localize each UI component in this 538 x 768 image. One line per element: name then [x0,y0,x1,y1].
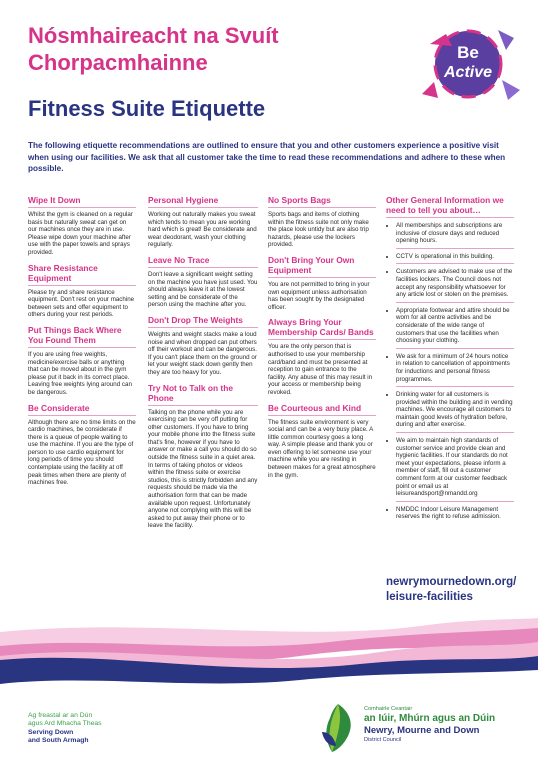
title-irish: Nósmhaireacht na Svuít Chorpacmhainne [28,23,279,75]
section-personal-hygiene [148,195,258,249]
list-item: • We ask for a minimum of 24 hours notice in relation to cancellation of appointments for inductions and personal fitness programmes. [396,353,514,387]
section-general-information [386,195,514,524]
decorative-waves [0,612,538,690]
section-share-resistance-equipment [28,263,136,319]
info-list [386,222,514,524]
section-text: Don't leave a significant weight setting on the machine you have just used. You should always leave it at the lowest setting and be considerate of the person using the machine after you. [148,270,258,309]
section-courteous-kind [268,403,376,480]
serving-en-line-2: and South Armagh [28,737,89,745]
section-text: Please try and share resistance equipment. Don't rest on your machine between sets and offer equipment to others during your rest periods. [28,288,135,319]
section-be-considerate [28,403,136,487]
council-text [364,706,528,744]
page-title: Fitness Suite Etiquette [28,96,266,121]
section-title: Put Things Back Where You Found Them [28,325,136,348]
section-own-equipment [268,255,376,311]
section-title: Leave No Trace [148,255,258,268]
council-small-label: Comhairle Ceantair [364,706,413,712]
section-title: Be Considerate [28,403,136,416]
section-title: Be Courteous and Kind [268,403,376,416]
section-title: Try Not to Talk on the Phone [148,383,258,406]
section-text: If you are using free weights, medicine/exercise balls or anything that can be moved about in the gym please put it back in its correct place. Leaving free weights lying around can be dangerous. [28,350,132,396]
section-no-sports-bags [268,195,376,249]
serving-ga-line-1: Ag freastal ar an Dún [28,712,93,719]
section-text: You are the only person that is authorised to use your membership card/band and must be presented at reception to gain entrance to the facility. Any abuse of this may result in your access or membership being revoked. [268,343,373,396]
council-logo [318,702,528,758]
section-text: Working out naturally makes you sweat which tends to mean you are working hard which is great! Be considerate and wear deodorant, wash your clothing regularly. [148,211,257,249]
be-active-logo [416,20,526,106]
council-name-irish: an Iúir, Mhúrn agus an Dúin [364,713,496,724]
section-dont-drop-weights [148,315,258,377]
list-item: • Appropriate footwear and attire should be worn for all centre activities and be considerate of the wide range of customers that use the facilities when choosing your clothing. [396,307,514,349]
logo-text-be: Be [457,43,479,62]
section-text: Whilst the gym is cleaned on a regular basis but naturally sweat can get on our machines once they are in use. Please wipe down your machine after use with the paper towels and sprays provided. [28,211,133,256]
column-3 [268,195,376,485]
list-item: • Customers are advised to make use of the facilities lockers. The Council does not accept any responsibility whatsoever for any article lost or stolen on the premises. [396,268,514,302]
section-title: Personal Hygiene [148,195,258,208]
logo-text-active: Active [443,64,493,81]
website-link[interactable] [386,575,526,605]
section-title: Always Bring Your Membership Cards/ Bands [268,317,376,340]
section-text: Although there are no time limits on the cardio machines, be considerate if there is a queue of people waiting to use the machine. If you are the type of person to use cardio equipment for long periods of time you should contemplate using the facility at off peak times when there are plenty of machines free. [28,418,136,487]
section-text: Sports bags and items of clothing within the fitness suite not only make the place look untidy but are also trip hazards, please use the lockers provided. [268,211,369,249]
intro-text: The following etiquette recommendations are outlined to ensure that you and other customers experience a positive visit when using our facilities. We ask that all customer take the time to read these recommendations and adhere to these when possible. [28,141,506,173]
list-item: • We aim to maintain high standards of customer service and provide clean and hygienic facilities. If our standards do not meet your expectations, please inform a member of staff, fill out a customer comment form at our customer feedback point or email us at leisureandsport@nmandd.org [396,437,514,502]
section-title: Don't Bring Your Own Equipment [268,255,376,278]
section-membership-cards [268,317,376,396]
serving-ga-line-2: agus Ard Mhacha Theas [28,720,102,728]
column-1 [28,195,136,493]
council-district-label: District Council [364,736,402,743]
section-title: Don't Drop The Weights [148,315,258,328]
council-emblem-icon [318,702,358,754]
section-phone [148,383,258,531]
section-text: Talking on the phone while you are exercising can be very off putting for other customers. If you have to bring your mobile phone into the fitness suite that's fine, however if you have to answer or make a call you should do so outside the fitness suite in a quiet area. In terms of taking photos or videos within the fitness suite or exercise studios, this is strictly forbidden and any requests should be made via the authorisation form that can be made available upon request. Unfortunately anyone not complying with this will be asked to put away their phone or to leave the facility. [148,408,258,530]
section-title: Wipe It Down [28,195,136,208]
section-leave-no-trace [148,255,258,309]
section-title: Share Resistance Equipment [28,263,136,286]
website-line-1: newrymournedown.org/ [386,576,517,588]
section-title: Other General Information we need to tell you about… [386,195,514,218]
council-name-english: Newry, Mourne and Down [364,725,480,736]
serving-en-line-1: Serving Down [28,728,74,736]
list-item: • Drinking water for all customers is provided within the building and in vending machines. We encourage all customers to maintain good levels of hydration before, during and after exercise. [396,391,514,433]
section-title: No Sports Bags [268,195,376,208]
section-text: Weights and weight stacks make a loud noise and when dropped can put others off their workout and can be dangerous. If you can't place them on the ground or let your weight stack down gently then they are too heavy for you. [148,330,257,376]
section-text: The fitness suite environment is very social and can be a very busy place. A little common courtesy goes a long way. A simple please and thank you or even offering to let someone use your machine while you are resting in between makes for a great atmosphere in the gym. [268,418,376,479]
column-2 [148,195,258,536]
list-item: • CCTV is operational in this building. [396,253,514,265]
website-line-2: leisure-facilities [386,591,473,603]
list-item: • All memberships and subscriptions are inclusive of closure days and reduced opening hours. [396,222,514,249]
section-put-things-back [28,325,136,397]
section-wipe-it-down [28,195,136,257]
serving-text [28,712,178,746]
column-4 [386,195,514,530]
list-item: • NMDDC Indoor Leisure Management reserves the right to refuse admission. [396,506,514,524]
section-text: You are not permitted to bring in your own equipment unless authorisation has been sought by the designated officer. [268,280,370,311]
